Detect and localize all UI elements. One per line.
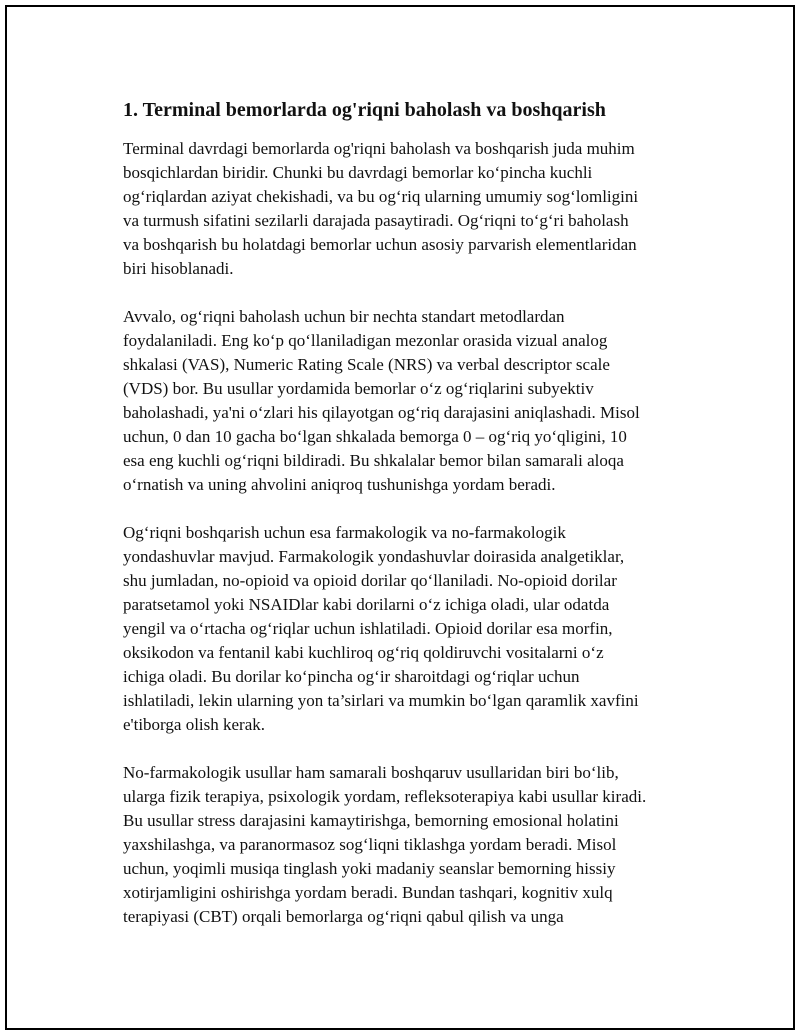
paragraph-line: bosqichlardan biridir. Chunki bu davrdagi bemorlar ko‘pincha kuchli bbox=[123, 163, 593, 182]
paragraph-line: va boshqarish bu holatdagi bemorlar uchun asosiy parvarish elementlaridan bbox=[123, 235, 637, 254]
paragraph-line: e'tiborga olish kerak. bbox=[123, 715, 266, 734]
paragraph-line: ularga fizik terapiya, psixologik yordam, refleksoterapiya kabi usullar kiradi. bbox=[123, 787, 647, 806]
paragraph-4 bbox=[123, 761, 703, 929]
paragraph-line: foydalaniladi. Eng ko‘p qo‘llaniladigan mezonlar orasida vizual analog bbox=[123, 331, 608, 350]
paragraph-line: yaxshilashga, va paranormasoz sog‘liqni tiklashga yordam beradi. Misol bbox=[123, 835, 617, 854]
paragraph-line: va turmush sifatini sezilarli darajada pasaytiradi. Og‘riqni to‘g‘ri baholash bbox=[123, 211, 629, 230]
document-body bbox=[123, 97, 703, 953]
paragraph-line: paratsetamol yoki NSAIDlar kabi dorilarni o‘z ichiga oladi, ular odatda bbox=[123, 595, 610, 614]
paragraph-2 bbox=[123, 305, 703, 497]
paragraph-line: ichiga oladi. Bu dorilar ko‘pincha og‘ir sharoitdagi og‘riqlar uchun bbox=[123, 667, 580, 686]
paragraph-line: o‘rnatish va uning ahvolini aniqroq tushunishga yordam beradi. bbox=[123, 475, 556, 494]
paragraph-line: No-farmakologik usullar ham samarali boshqaruv usullaridan biri bo‘lib, bbox=[123, 763, 619, 782]
paragraph-line: yengil va o‘rtacha og‘riqlar uchun ishlatiladi. Opioid dorilar esa morfin, bbox=[123, 619, 613, 638]
paragraph-line: uchun, yoqimli musiqa tinglash yoki madaniy seanslar bemorning hissiy bbox=[123, 859, 616, 878]
paragraph-line: (VDS) bor. Bu usullar yordamida bemorlar o‘z og‘riqlarini subyektiv bbox=[123, 379, 594, 398]
section-title: 1. Terminal bemorlarda og'riqni baholash va boshqarish bbox=[123, 99, 606, 121]
paragraph-3 bbox=[123, 521, 703, 737]
paragraph-line: ishlatiladi, lekin ularning yon ta’sirlari va mumkin bo‘lgan qaramlik xavfini bbox=[123, 691, 639, 710]
paragraph-1 bbox=[123, 137, 703, 281]
paragraph-line: esa eng kuchli og‘riqni bildiradi. Bu shkalalar bemor bilan samarali aloqa bbox=[123, 451, 624, 470]
paragraph-line: baholashadi, ya'ni o‘zlari his qilayotgan og‘riq darajasini aniqlashadi. Misol bbox=[123, 403, 640, 422]
paragraph-line: Bu usullar stress darajasini kamaytirishga, bemorning emosional holatini bbox=[123, 811, 619, 830]
paragraph-line: yondashuvlar mavjud. Farmakologik yondashuvlar doirasida analgetiklar, bbox=[123, 547, 625, 566]
paragraph-line: terapiyasi (CBT) orqali bemorlarga og‘riqni qabul qilish va unga bbox=[123, 907, 564, 926]
paragraph-line: Og‘riqni boshqarish uchun esa farmakologik va no-farmakologik bbox=[123, 523, 566, 542]
paragraph-line: Terminal davrdagi bemorlarda og'riqni baholash va boshqarish juda muhim bbox=[123, 139, 635, 158]
paragraph-line: Avvalo, og‘riqni baholash uchun bir nechta standart metodlardan bbox=[123, 307, 565, 326]
paragraph-line: oksikodon va fentanil kabi kuchliroq og‘riq qoldiruvchi vositalarni o‘z bbox=[123, 643, 604, 662]
page-frame bbox=[5, 5, 795, 1030]
paragraph-line: biri hisoblanadi. bbox=[123, 259, 234, 278]
paragraph-line: uchun, 0 dan 10 gacha bo‘lgan shkalada bemorga 0 – og‘riq yo‘qligini, 10 bbox=[123, 427, 627, 446]
paragraph-line: xotirjamligini oshirishga yordam beradi. Bundan tashqari, kognitiv xulq bbox=[123, 883, 613, 902]
paragraph-line: shkalasi (VAS), Numeric Rating Scale (NRS) va verbal descriptor scale bbox=[123, 355, 610, 374]
paragraph-line: shu jumladan, no-opioid va opioid dorilar qo‘llaniladi. No-opioid dorilar bbox=[123, 571, 617, 590]
paragraph-line: og‘riqlardan aziyat chekishadi, va bu og‘riq ularning umumiy sog‘lomligini bbox=[123, 187, 639, 206]
